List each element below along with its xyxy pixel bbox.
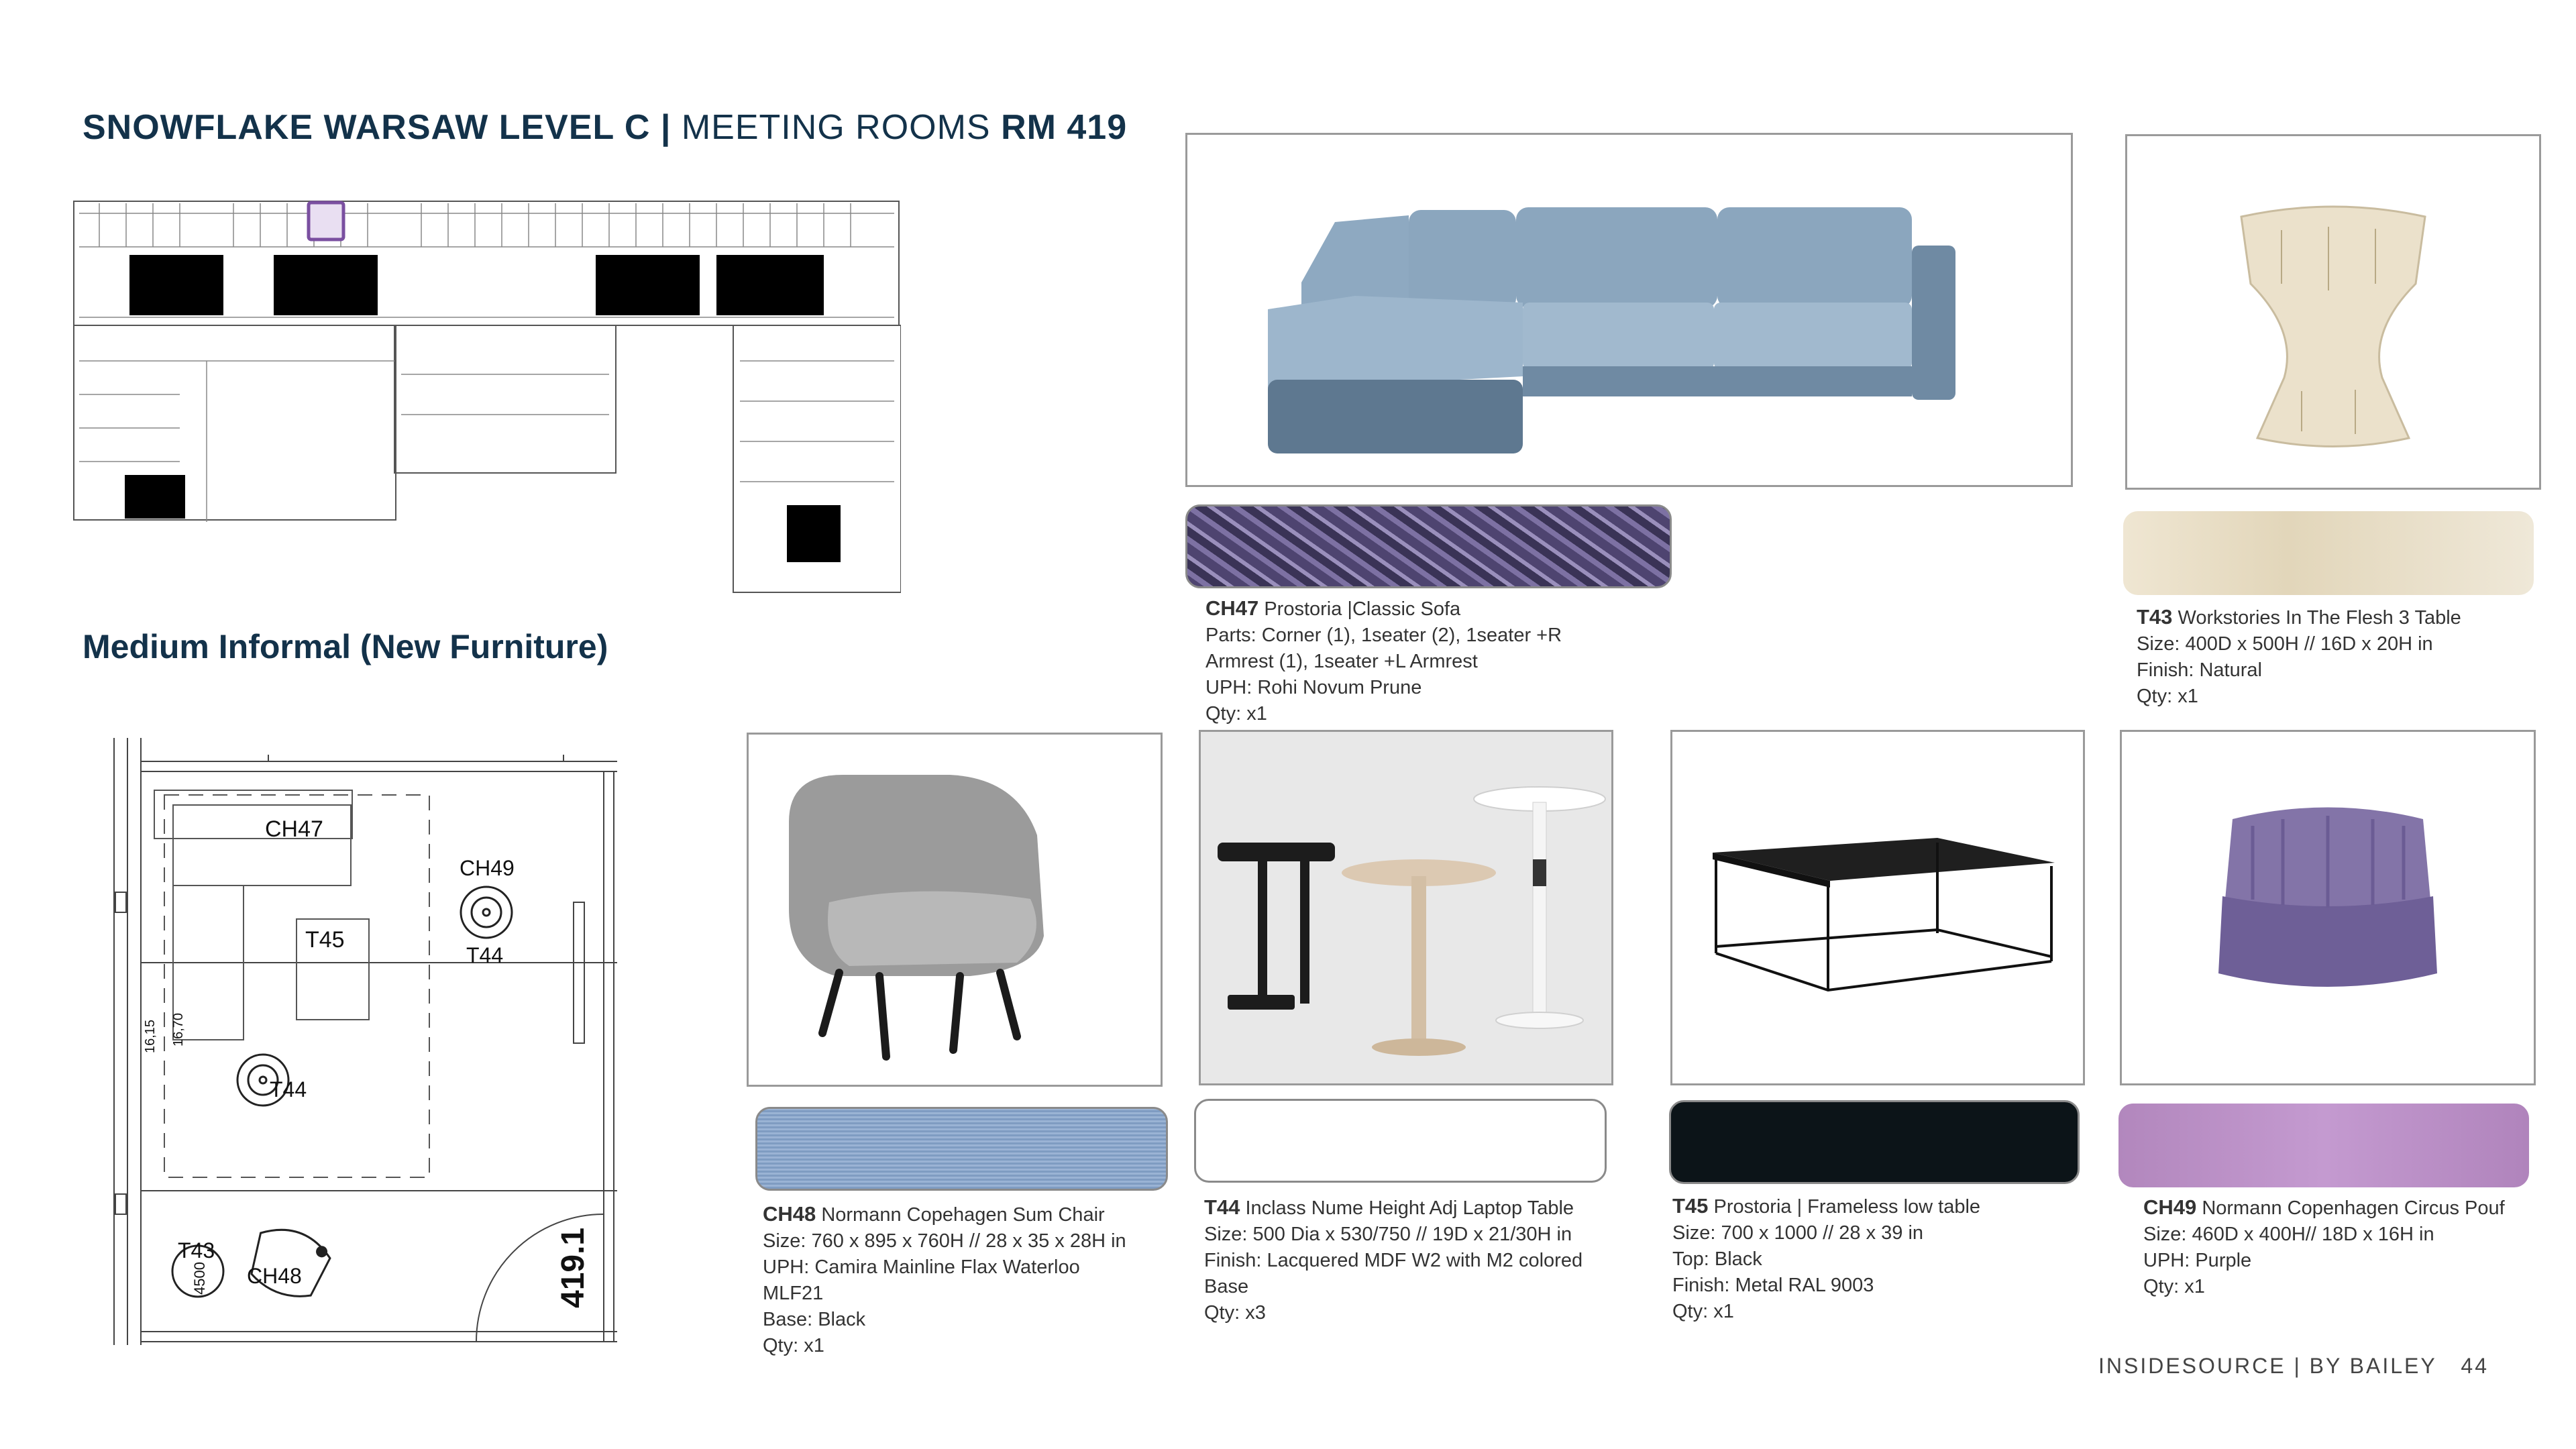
plan-room-number: 419.1 <box>555 1227 591 1308</box>
ch49-pouf-image <box>2120 730 2536 1085</box>
footer <box>2098 1354 2489 1379</box>
plan-label-ch48: CH48 <box>247 1264 302 1288</box>
plan-dim-1: 16,15 <box>143 1019 158 1053</box>
plan-label-ch49: CH49 <box>460 856 515 880</box>
t45-finish-swatch <box>1669 1100 2080 1184</box>
plan-label-ch47: CH47 <box>265 816 323 842</box>
room-floor-plan <box>101 731 617 1345</box>
t44-spec: T44 Inclass Nume Height Adj Laptop Table Size: 500 Dia x 530/750 // 19D x 21/30H in Finish: Lacquered MDF W2 with M2 colored Base Qty: x3 <box>1204 1195 1583 1324</box>
t44-laptop-table-image <box>1199 730 1613 1085</box>
plan-label-t44-a: T44 <box>466 943 504 967</box>
plan-dim-2: 16,70 <box>171 1012 186 1046</box>
page-title: SNOWFLAKE WARSAW LEVEL C | MEETING ROOMS RM 419 <box>83 108 1128 147</box>
plan-label-t44-b: T44 <box>270 1077 307 1102</box>
t43-spec: T43 Workstories In The Flesh 3 Table Size: 400D x 500H // 16D x 20H in Finish: Natural Qty: x1 <box>2137 605 2461 707</box>
ch48-spec: CH48 Normann Copehagen Sum Chair Size: 760 x 895 x 760H // 28 x 35 x 28H in UPH: Camira Mainline Flax Waterloo MLF21 Base: Black Qty: x1 <box>763 1202 1126 1356</box>
ch48-chair-image <box>747 733 1163 1087</box>
page-number: 44 <box>2461 1354 2489 1378</box>
t45-low-table-image <box>1670 730 2085 1085</box>
section-subtitle: Medium Informal (New Furniture) <box>83 628 608 665</box>
plan-label-t45: T45 <box>305 927 345 953</box>
footer-brand: INSIDESOURCE | BY BAILEY <box>2098 1354 2437 1378</box>
t44-finish-swatch <box>1194 1099 1607 1183</box>
plan-label-t43: T43 <box>178 1238 215 1263</box>
ch47-fabric-swatch <box>1185 504 1672 588</box>
ch47-spec: CH47 Prostoria |Classic Sofa Parts: Corner (1), 1seater (2), 1seater +R Armrest (1), 1seater +L Armrest UPH: Rohi Novum Prune Qty: x1 <box>1205 596 1562 724</box>
t45-spec: T45 Prostoria | Frameless low table Size: 700 x 1000 // 28 x 39 in Top: Black Finish: Metal RAL 9003 Qty: x1 <box>1672 1194 1981 1322</box>
key-floor-plan <box>72 200 901 596</box>
ch48-fabric-swatch <box>755 1107 1168 1191</box>
sofa-image <box>1185 133 2073 487</box>
plan-dim-3: 4500 <box>191 1262 208 1295</box>
t43-finish-swatch <box>2123 511 2534 595</box>
t43-table-image <box>2125 134 2541 490</box>
ch49-spec: CH49 Normann Copenhagen Circus Pouf Size: 460D x 400H// 18D x 16H in UPH: Purple Qty: x1 <box>2143 1195 2505 1297</box>
ch49-fabric-swatch <box>2118 1104 2529 1187</box>
